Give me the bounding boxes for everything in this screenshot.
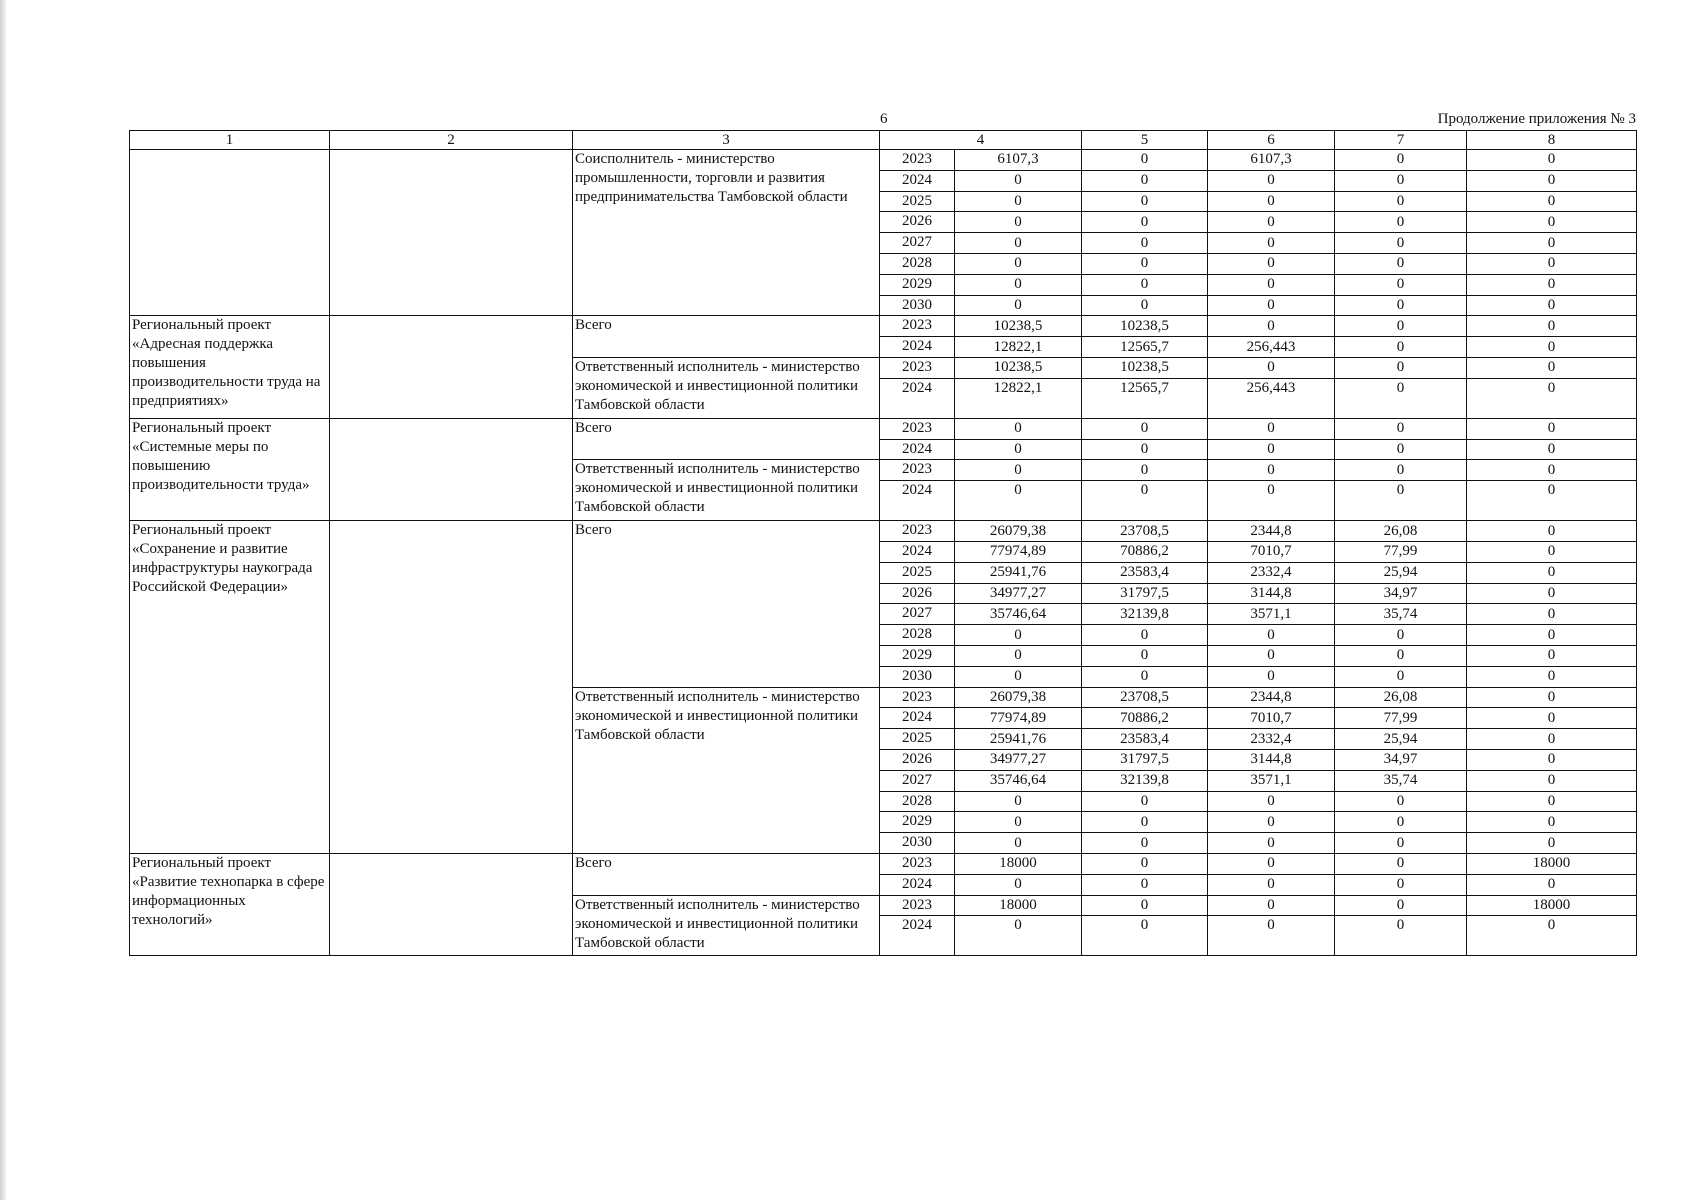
value-cell: 18000	[955, 853, 1082, 874]
value-cell: 6107,3	[955, 150, 1082, 171]
value-cell: 0	[1208, 460, 1335, 481]
value-cell: 0	[1467, 916, 1637, 956]
value-cell: 0	[1467, 874, 1637, 895]
value-cell: 10238,5	[1082, 357, 1208, 378]
year-cell: 2024	[880, 337, 955, 358]
value-cell: 0	[1335, 916, 1467, 956]
value-cell: 0	[1335, 357, 1467, 378]
value-cell: 0	[1208, 357, 1335, 378]
value-cell: 0	[1467, 541, 1637, 562]
value-cell: 0	[1082, 833, 1208, 854]
year-cell: 2029	[880, 645, 955, 666]
value-cell: 0	[1335, 295, 1467, 316]
value-cell: 0	[1082, 170, 1208, 191]
value-cell: 0	[1208, 274, 1335, 295]
year-cell: 2026	[880, 749, 955, 770]
value-cell: 32139,8	[1082, 770, 1208, 791]
value-cell: 34,97	[1335, 583, 1467, 604]
column-header: 1	[130, 131, 330, 150]
value-cell: 0	[1208, 439, 1335, 460]
empty-cell	[330, 521, 573, 854]
value-cell: 26,08	[1335, 521, 1467, 542]
year-cell: 2023	[880, 521, 955, 542]
value-cell: 10238,5	[955, 357, 1082, 378]
value-cell: 12565,7	[1082, 378, 1208, 418]
year-cell: 2024	[880, 439, 955, 460]
value-cell: 0	[955, 791, 1082, 812]
value-cell: 0	[1467, 645, 1637, 666]
year-cell: 2023	[880, 316, 955, 337]
value-cell: 34,97	[1335, 749, 1467, 770]
table-row	[130, 316, 1637, 337]
value-cell: 0	[955, 212, 1082, 233]
year-cell: 2024	[880, 378, 955, 418]
executor-cell: Ответственный исполнитель - министерство экономической и инвестиционной политики Тамбовской области	[573, 895, 880, 956]
value-cell: 0	[1208, 666, 1335, 687]
value-cell: 0	[1335, 170, 1467, 191]
value-cell: 0	[955, 253, 1082, 274]
value-cell: 0	[1082, 212, 1208, 233]
year-cell: 2023	[880, 357, 955, 378]
value-cell: 10238,5	[1082, 316, 1208, 337]
financing-table	[129, 130, 1637, 956]
value-cell: 32139,8	[1082, 604, 1208, 625]
value-cell: 0	[1467, 295, 1637, 316]
value-cell: 25,94	[1335, 729, 1467, 750]
value-cell: 0	[955, 170, 1082, 191]
value-cell: 0	[1467, 274, 1637, 295]
table-body	[130, 150, 1637, 956]
value-cell: 0	[1335, 274, 1467, 295]
executor-cell: Всего	[573, 316, 880, 358]
empty-cell	[330, 150, 573, 316]
value-cell: 0	[1467, 708, 1637, 729]
value-cell: 0	[955, 666, 1082, 687]
value-cell: 3144,8	[1208, 749, 1335, 770]
value-cell: 0	[955, 812, 1082, 833]
year-cell: 2023	[880, 418, 955, 439]
value-cell: 0	[1082, 666, 1208, 687]
value-cell: 0	[1335, 150, 1467, 171]
column-header: 7	[1335, 131, 1467, 150]
value-cell: 0	[1335, 253, 1467, 274]
value-cell: 0	[1208, 895, 1335, 916]
value-cell: 0	[1467, 460, 1637, 481]
value-cell: 0	[1467, 791, 1637, 812]
value-cell: 0	[1335, 212, 1467, 233]
column-header: 3	[573, 131, 880, 150]
year-cell: 2027	[880, 770, 955, 791]
value-cell: 0	[1467, 481, 1637, 521]
value-cell: 34977,27	[955, 749, 1082, 770]
value-cell: 6107,3	[1208, 150, 1335, 171]
value-cell: 77974,89	[955, 541, 1082, 562]
value-cell: 0	[1335, 233, 1467, 254]
continuation-label: Продолжение приложения № 3	[1437, 111, 1636, 127]
value-cell: 0	[1467, 439, 1637, 460]
value-cell: 0	[1467, 749, 1637, 770]
value-cell: 2332,4	[1208, 562, 1335, 583]
value-cell: 0	[1467, 833, 1637, 854]
value-cell: 0	[1208, 295, 1335, 316]
value-cell: 0	[1082, 150, 1208, 171]
year-cell: 2023	[880, 895, 955, 916]
value-cell: 0	[1082, 295, 1208, 316]
value-cell: 70886,2	[1082, 708, 1208, 729]
year-cell: 2024	[880, 170, 955, 191]
year-cell: 2026	[880, 583, 955, 604]
executor-cell: Ответственный исполнитель - министерство экономической и инвестиционной политики Тамбовской области	[573, 687, 880, 853]
year-cell: 2027	[880, 233, 955, 254]
value-cell: 0	[1467, 666, 1637, 687]
value-cell: 23583,4	[1082, 729, 1208, 750]
value-cell: 0	[955, 916, 1082, 956]
value-cell: 0	[1208, 170, 1335, 191]
value-cell: 70886,2	[1082, 541, 1208, 562]
value-cell: 0	[1467, 233, 1637, 254]
value-cell: 0	[1082, 916, 1208, 956]
table-row	[130, 418, 1637, 439]
project-name-cell: Региональный проект «Системные меры по повышению производительности труда»	[130, 418, 330, 520]
year-cell: 2025	[880, 562, 955, 583]
value-cell: 0	[1467, 418, 1637, 439]
value-cell: 2332,4	[1208, 729, 1335, 750]
value-cell: 0	[1467, 170, 1637, 191]
value-cell: 0	[955, 295, 1082, 316]
value-cell: 77974,89	[955, 708, 1082, 729]
project-name-cell: Региональный проект «Развитие технопарка в сфере информационных технологий»	[130, 853, 330, 955]
value-cell: 0	[1467, 337, 1637, 358]
scan-edge	[0, 0, 6, 1200]
value-cell: 0	[1082, 812, 1208, 833]
year-cell: 2025	[880, 729, 955, 750]
value-cell: 26079,38	[955, 687, 1082, 708]
year-cell: 2029	[880, 274, 955, 295]
value-cell: 0	[1467, 583, 1637, 604]
value-cell: 18000	[1467, 895, 1637, 916]
project-name-cell: Региональный проект «Адресная поддержка повышения производительности труда на предприятиях»	[130, 316, 330, 418]
value-cell: 31797,5	[1082, 749, 1208, 770]
value-cell: 0	[955, 625, 1082, 646]
value-cell: 35,74	[1335, 770, 1467, 791]
value-cell: 0	[1208, 253, 1335, 274]
value-cell: 0	[1335, 791, 1467, 812]
value-cell: 25941,76	[955, 562, 1082, 583]
value-cell: 0	[1082, 460, 1208, 481]
value-cell: 0	[1208, 191, 1335, 212]
column-header: 6	[1208, 131, 1335, 150]
value-cell: 3571,1	[1208, 604, 1335, 625]
year-cell: 2023	[880, 150, 955, 171]
value-cell: 0	[955, 418, 1082, 439]
value-cell: 18000	[955, 895, 1082, 916]
value-cell: 26,08	[1335, 687, 1467, 708]
value-cell: 256,443	[1208, 337, 1335, 358]
value-cell: 0	[1208, 481, 1335, 521]
value-cell: 0	[1467, 191, 1637, 212]
year-cell: 2025	[880, 191, 955, 212]
executor-cell: Всего	[573, 853, 880, 895]
value-cell: 0	[1335, 316, 1467, 337]
value-cell: 23708,5	[1082, 687, 1208, 708]
value-cell: 18000	[1467, 853, 1637, 874]
year-cell: 2024	[880, 541, 955, 562]
value-cell: 7010,7	[1208, 541, 1335, 562]
value-cell: 2344,8	[1208, 687, 1335, 708]
value-cell: 0	[955, 874, 1082, 895]
value-cell: 0	[1208, 316, 1335, 337]
value-cell: 0	[1335, 191, 1467, 212]
value-cell: 0	[1082, 253, 1208, 274]
value-cell: 0	[1467, 812, 1637, 833]
value-cell: 0	[1082, 481, 1208, 521]
value-cell: 0	[1335, 439, 1467, 460]
value-cell: 0	[1467, 521, 1637, 542]
value-cell: 35,74	[1335, 604, 1467, 625]
value-cell: 0	[1335, 645, 1467, 666]
column-header: 5	[1082, 131, 1208, 150]
value-cell: 0	[1467, 625, 1637, 646]
year-cell: 2023	[880, 687, 955, 708]
value-cell: 0	[1335, 833, 1467, 854]
value-cell: 0	[955, 460, 1082, 481]
value-cell: 23583,4	[1082, 562, 1208, 583]
value-cell: 0	[955, 645, 1082, 666]
value-cell: 0	[1467, 357, 1637, 378]
value-cell: 25941,76	[955, 729, 1082, 750]
value-cell: 0	[955, 439, 1082, 460]
value-cell: 0	[955, 191, 1082, 212]
value-cell: 0	[1335, 337, 1467, 358]
value-cell: 0	[1467, 687, 1637, 708]
value-cell: 7010,7	[1208, 708, 1335, 729]
value-cell: 12822,1	[955, 337, 1082, 358]
value-cell: 31797,5	[1082, 583, 1208, 604]
value-cell: 77,99	[1335, 708, 1467, 729]
year-cell: 2024	[880, 874, 955, 895]
page-number: 6	[880, 111, 888, 127]
value-cell: 0	[1335, 895, 1467, 916]
value-cell: 0	[1335, 378, 1467, 418]
value-cell: 2344,8	[1208, 521, 1335, 542]
value-cell: 256,443	[1208, 378, 1335, 418]
value-cell: 0	[1335, 418, 1467, 439]
value-cell: 0	[1082, 191, 1208, 212]
value-cell: 0	[1082, 874, 1208, 895]
value-cell: 0	[1208, 812, 1335, 833]
value-cell: 3144,8	[1208, 583, 1335, 604]
table-row	[130, 150, 1637, 171]
value-cell: 0	[1208, 916, 1335, 956]
value-cell: 3571,1	[1208, 770, 1335, 791]
value-cell: 0	[1467, 316, 1637, 337]
value-cell: 0	[1335, 874, 1467, 895]
executor-cell: Всего	[573, 521, 880, 687]
executor-cell: Всего	[573, 418, 880, 460]
year-cell: 2028	[880, 625, 955, 646]
value-cell: 0	[1082, 645, 1208, 666]
value-cell: 0	[1082, 791, 1208, 812]
value-cell: 12565,7	[1082, 337, 1208, 358]
value-cell: 0	[1082, 895, 1208, 916]
year-cell: 2030	[880, 833, 955, 854]
value-cell: 0	[1208, 418, 1335, 439]
value-cell: 0	[955, 481, 1082, 521]
year-cell: 2030	[880, 666, 955, 687]
value-cell: 12822,1	[955, 378, 1082, 418]
project-name-cell: Региональный проект «Сохранение и развитие инфраструктуры наукограда Российской Федерации»	[130, 521, 330, 854]
empty-cell	[330, 316, 573, 418]
empty-cell	[330, 418, 573, 520]
executor-cell: Соисполнитель - министерство промышленности, торговли и развития предпринимательства Тамбовской области	[573, 150, 880, 316]
year-cell: 2028	[880, 791, 955, 812]
value-cell: 0	[1467, 253, 1637, 274]
value-cell: 0	[955, 833, 1082, 854]
executor-cell: Ответственный исполнитель - министерство экономической и инвестиционной политики Тамбовской области	[573, 357, 880, 418]
value-cell: 0	[1335, 481, 1467, 521]
value-cell: 0	[1467, 212, 1637, 233]
value-cell: 0	[1208, 233, 1335, 254]
executor-cell: Ответственный исполнитель - министерство экономической и инвестиционной политики Тамбовской области	[573, 460, 880, 521]
value-cell: 0	[1335, 666, 1467, 687]
value-cell: 0	[1208, 212, 1335, 233]
table-row	[130, 521, 1637, 542]
value-cell: 23708,5	[1082, 521, 1208, 542]
column-header: 8	[1467, 131, 1637, 150]
value-cell: 0	[1082, 418, 1208, 439]
value-cell: 0	[1335, 853, 1467, 874]
column-header: 2	[330, 131, 573, 150]
value-cell: 0	[1335, 460, 1467, 481]
value-cell: 0	[1335, 812, 1467, 833]
year-cell: 2026	[880, 212, 955, 233]
value-cell: 0	[1467, 562, 1637, 583]
year-cell: 2028	[880, 253, 955, 274]
value-cell: 0	[955, 233, 1082, 254]
year-cell: 2030	[880, 295, 955, 316]
value-cell: 0	[1208, 791, 1335, 812]
value-cell: 26079,38	[955, 521, 1082, 542]
value-cell: 10238,5	[955, 316, 1082, 337]
project-name-cell	[130, 150, 330, 316]
year-cell: 2027	[880, 604, 955, 625]
value-cell: 35746,64	[955, 770, 1082, 791]
table-row	[130, 853, 1637, 874]
value-cell: 25,94	[1335, 562, 1467, 583]
value-cell: 0	[1335, 625, 1467, 646]
value-cell: 0	[1467, 770, 1637, 791]
year-cell: 2024	[880, 708, 955, 729]
year-cell: 2023	[880, 853, 955, 874]
value-cell: 0	[1208, 833, 1335, 854]
column-number-row	[130, 131, 1637, 150]
value-cell: 0	[1082, 274, 1208, 295]
value-cell: 0	[1208, 625, 1335, 646]
value-cell: 0	[1467, 729, 1637, 750]
value-cell: 0	[1082, 625, 1208, 646]
value-cell: 0	[1467, 604, 1637, 625]
value-cell: 0	[955, 274, 1082, 295]
value-cell: 0	[1208, 874, 1335, 895]
value-cell: 77,99	[1335, 541, 1467, 562]
value-cell: 35746,64	[955, 604, 1082, 625]
value-cell: 0	[1082, 853, 1208, 874]
empty-cell	[330, 853, 573, 955]
year-cell: 2024	[880, 916, 955, 956]
value-cell: 0	[1082, 233, 1208, 254]
value-cell: 0	[1208, 645, 1335, 666]
year-cell: 2024	[880, 481, 955, 521]
year-cell: 2029	[880, 812, 955, 833]
column-header: 4	[880, 131, 1082, 150]
year-cell: 2023	[880, 460, 955, 481]
value-cell: 0	[1208, 853, 1335, 874]
value-cell: 0	[1082, 439, 1208, 460]
value-cell: 0	[1467, 378, 1637, 418]
value-cell: 0	[1467, 150, 1637, 171]
value-cell: 34977,27	[955, 583, 1082, 604]
